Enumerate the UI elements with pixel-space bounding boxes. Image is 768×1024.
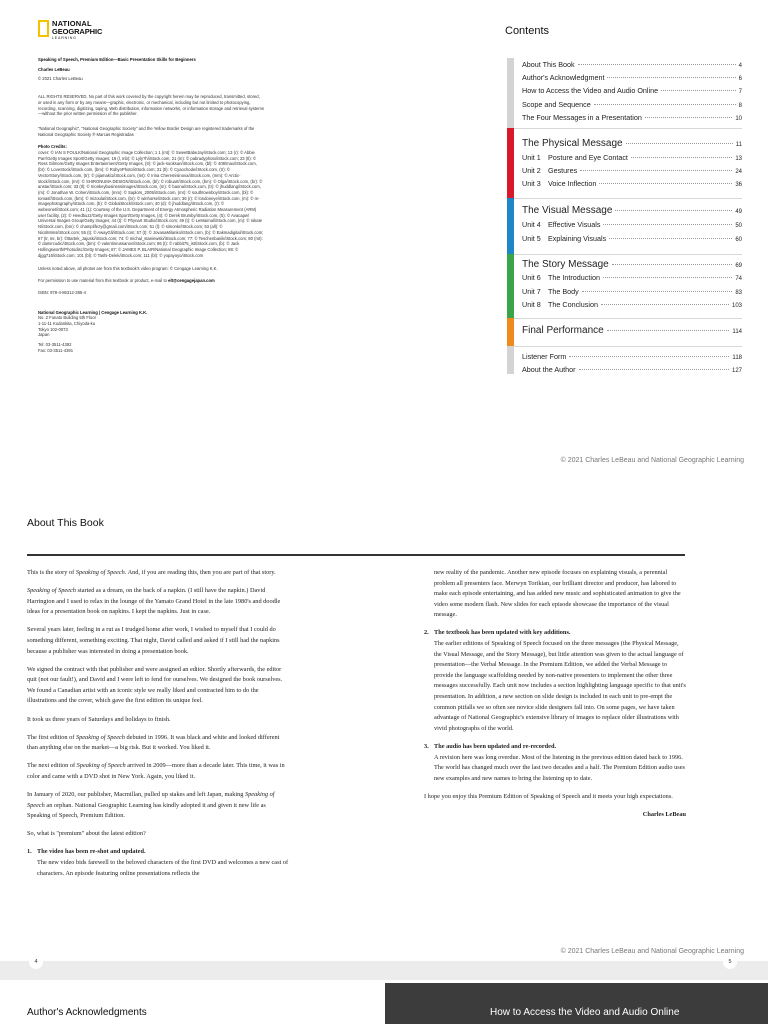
heading-rule (27, 554, 685, 556)
toc-unit-number: Unit 2 (522, 166, 541, 175)
toc-label: Voice Inflection (548, 179, 597, 188)
toc-leader (615, 210, 732, 211)
toc-page: 11 (735, 142, 742, 148)
toc-leader (579, 369, 729, 370)
unless-notice: Unless noted above, all photos are from this textbook's video program: © Cengage Learning K.K. (38, 266, 218, 272)
toc-page: 50 (735, 223, 742, 229)
toc-section-title: Final Performance (522, 325, 604, 336)
toc-unit-5[interactable] (522, 234, 742, 246)
acknowledgments-heading: Author's Acknowledgments (27, 1007, 147, 1018)
author-signature: Charles LeBeau (642, 811, 686, 819)
toc-label: The Body (548, 287, 579, 296)
toc-leader (569, 356, 729, 357)
toc-item-four-messages[interactable] (522, 113, 742, 125)
closing-paragraph: I hope you enjoy this Premium Edition of Speaking of Speech and it meets your high expectations. (424, 793, 673, 801)
copyright-block (38, 57, 264, 353)
toc-section-story[interactable] (522, 259, 742, 271)
isbn: ISBN: 978-4-86312-385-4 (38, 289, 86, 295)
toc-label: Author's Acknowledgment (522, 73, 605, 82)
address-line-1: No. 2 Funato Building 5th Floor (38, 315, 96, 321)
toc-unit-8[interactable] (522, 300, 742, 312)
toc-label: Scope and Sequence (522, 100, 591, 109)
about-paragraph: The next edition of Speaking of Speech arrived in 2009—more than a decade later. This time, it was in color and came with a DVD shot in New York. Again, you liked it. (27, 762, 285, 780)
about-paragraph: It took us three years of Saturdays and holidays to finish. (27, 715, 171, 723)
toc-unit-number: Unit 5 (522, 234, 541, 243)
toc-label: The Introduction (548, 273, 600, 282)
page-number-right: 5 (723, 955, 737, 969)
front-matter-bar (507, 58, 514, 128)
permission-email-link[interactable]: elt@cengagejapan.com (168, 278, 215, 284)
visual-message-bar (507, 198, 514, 254)
final-performance-bar (507, 318, 514, 346)
toc-leader (631, 157, 732, 158)
toc-item-about[interactable] (522, 60, 742, 72)
toc-unit-3[interactable] (522, 179, 742, 191)
about-paragraph: We signed the contract with that publisher and were assigned an editor. Shortly afterwards, the editor quit (not our fault!), and David and I were left to fend for ourselves. We designed the book ourselves. We found a Canadian artist with an iconic style we really liked and contracted him to do the illustrations and the cover, which gave the first edition its unique feel. (27, 665, 283, 705)
toc-page: 49 (735, 209, 742, 215)
about-paragraph: This is the story of Speaking of Speech. And, if you are reading this, then you are part of that story. (27, 569, 276, 576)
contents-title: Contents (505, 25, 550, 37)
toc-leader (594, 104, 736, 105)
toc-section-title: The Visual Message (522, 205, 613, 216)
yellow-border-icon (38, 20, 49, 37)
toc-label: Explaining Visuals (548, 234, 607, 243)
toc-page: 4 (738, 63, 742, 69)
tel: Tel: 03-3511-4392 (38, 342, 72, 348)
toc-page: 118 (732, 355, 742, 361)
toc-leader (645, 117, 732, 118)
numbered-item-1: 1. The video has been re-shot and updated. The new video bids farewell to the beloved characters of the first DVD and welcomes a new cast of characters. An episode featuring online presentations reflects the (27, 848, 289, 877)
toc-leader (601, 304, 729, 305)
toc-section-title: The Story Message (522, 259, 609, 270)
physical-message-bar (507, 128, 514, 198)
toc-divider (514, 254, 742, 255)
about-paragraph: Speaking of Speech started as a dream, on the back of a napkin. (I still have the napkin.) David Harrington and I used to relax in the lounge of the Yamato Grand Hotel in the late 1980's and doodle ideas for a presentation book on napkins. I kept the napkins. Just in case. (27, 587, 281, 616)
address-line-2: 1-11-11 Kudankita, Chiyoda-ku (38, 320, 96, 326)
toc-unit-number: Unit 6 (522, 273, 541, 282)
toc-page: 83 (735, 290, 742, 296)
toc-label: Effective Visuals (548, 220, 601, 229)
about-left-column (27, 568, 289, 887)
toc-divider (514, 346, 742, 347)
toc-unit-number: Unit 8 (522, 300, 541, 309)
numbered-item-3: 3. The audio has been updated and re-recorded. A revision here was long overdue. Most of the listening in the previous edition dated back to 1996. The world has changed much over the last two decades and a half. The Premium Edition audio uses new examples and new names to bring the listening up to date. (424, 742, 685, 782)
book-title: Speaking of Speech, Premium Edition—Basic Presentation Skills for Beginners (38, 57, 196, 62)
toc-label: How to Access the Video and Audio Online (522, 86, 659, 95)
toc-label: Listener Form (522, 352, 567, 361)
toc-leader (578, 64, 736, 65)
about-paragraph: In January of 2020, our publisher, Macmillan, pulled up stakes and left Japan, making Speaking of Speech an orphan. National Geographic Learning has kindly adopted it and given it new life as Speaking of Speech, Premium Edition. (27, 791, 275, 820)
toc-page: 114 (732, 329, 742, 335)
permission-notice: For permission to use material from this textbook or product, e-mail to (38, 278, 167, 284)
story-message-bar (507, 254, 514, 318)
about-paragraph: So, what is "premium" about the latest edition? (27, 830, 146, 838)
toc-leader (612, 264, 733, 265)
logo-line-1: NATIONAL (52, 19, 92, 28)
copyright-year: © 2021 Charles LeBeau (38, 76, 83, 82)
toc-label: Gestures (548, 166, 578, 175)
toc-unit-number: Unit 4 (522, 220, 541, 229)
toc-leader (603, 224, 732, 225)
toc-unit-1[interactable] (522, 153, 742, 165)
toc-page: 7 (738, 89, 742, 95)
toc-item-listener-form[interactable] (522, 352, 742, 364)
toc-label: The Four Messages in a Presentation (522, 113, 642, 122)
toc-divider (514, 318, 742, 319)
address-line-4: Japan (38, 332, 50, 338)
trademark-notice: "National Geographic", "National Geographic Society" and the Yellow Border Design are registered trademarks of the National Geographic Society ® Marcas Registradas (38, 125, 255, 137)
numbered-item-2: 2. The textbook has been updated with key additions. The earlier editions of Speaking of Speech focused on the three messages (the Physical Message, the Visual Message, and the Story Message), but little attention was given to the actual language of presentation—the Verbal Message. In the Premium Edition, we added the Verbal Message to provide the language scaffolding needed by non-native presenters to implement the other three messages successfully. Each unit now includes a section highlighting language specific to that unit's presentation. In addition, a new section on slide design is included in each unit to pre-empt the common pitfalls we so often see novice slide designers fall into. On some pages, we have taken advantage of National Geographic's extensive library of images to replace older illustrations with vivid photographs of the world. (424, 629, 686, 732)
about-paragraph: The first edition of Speaking of Speech debuted in 1996. It was black and white and looked different than anything else on the market—a big risk. But it worked. You liked it. (27, 733, 280, 752)
toc-leader (661, 90, 736, 91)
toc-leader (580, 170, 732, 171)
toc-leader (607, 77, 735, 78)
continued-paragraph: new reality of the pandemic. Another new episode focuses on explaining visuals, a perennial problem all presenters face. Merwyn Torikian, our brilliant director and producer, has labored to make each episode entertaining, and has added new music and sophisticated animation to give the video some modern flash. New slides for each episode showcase the importance of the visual message. (434, 569, 681, 619)
about-heading: About This Book (27, 517, 104, 529)
toc-unit-number: Unit 7 (522, 287, 541, 296)
access-heading: How to Access the Video and Audio Online (490, 1007, 680, 1018)
toc-section-physical[interactable] (522, 138, 742, 150)
toc-unit-2[interactable] (522, 166, 742, 178)
photo-credits-label: Photo Credits: (38, 144, 67, 150)
about-paragraph: Several years later, feeling in a rut as I trudged home after work, I wished to myself that I could do something different, something exciting. That night, David called and asked if I still had the napkins because a publisher was interested in doing a presentation book. (27, 626, 280, 655)
toc-page: 8 (738, 103, 742, 109)
publisher-name: National Geographic Learning | Cengage Learning K.K. (38, 309, 148, 315)
rights-notice: ALL RIGHTS RESERVED. No part of this work covered by the copyright herein may be reproduced, transmitted, stored, or used in any form or by any means—graphic, electronic, or mechanical, including but not limited to photocopying, recording, scanning, digitizing, taping, Web distribution, information networks, or information storage and retrieval systems—without the prior written permission of the publisher. (38, 94, 264, 117)
toc-page: 74 (735, 276, 742, 282)
toc-page: 60 (735, 237, 742, 243)
footer-credit: © 2021 Charles LeBeau and National Geographic Learning (560, 948, 744, 955)
toc-unit-4[interactable] (522, 220, 742, 232)
toc-unit-7[interactable] (522, 287, 742, 299)
about-right-column (424, 568, 686, 828)
toc-label: About This Book (522, 60, 575, 69)
toc-divider (514, 198, 742, 199)
toc-item-access[interactable] (522, 86, 742, 98)
toc-label: The Conclusion (548, 300, 598, 309)
toc-item-acknowledgment[interactable] (522, 73, 742, 85)
footer-credit: © 2021 Charles LeBeau and National Geographic Learning (560, 457, 744, 464)
toc-page: 36 (735, 182, 742, 188)
address-line-3: Tokyo 102-0073 (38, 326, 68, 332)
fax: Fax: 03-3511-4391 (38, 347, 74, 353)
toc-page: 13 (735, 156, 742, 162)
toc-leader (599, 183, 732, 184)
back-matter-bar (507, 346, 514, 374)
toc-leader (626, 143, 733, 144)
toc-label: About the Author (522, 365, 576, 374)
toc-item-about-author[interactable] (522, 365, 742, 377)
toc-page: 103 (731, 303, 742, 309)
toc-leader (609, 238, 732, 239)
toc-leader (582, 291, 733, 292)
toc-page: 24 (735, 169, 742, 175)
toc-unit-number: Unit 1 (522, 153, 541, 162)
toc-section-final[interactable] (522, 325, 742, 337)
author-name: Charles LeBeau (38, 66, 70, 72)
page-gutter (0, 961, 768, 980)
toc-item-scope[interactable] (522, 100, 742, 112)
toc-page: 6 (738, 76, 742, 82)
toc-leader (607, 330, 730, 331)
logo-line-2: GEOGRAPHIC (52, 27, 103, 36)
page-number-left: 4 (29, 955, 43, 969)
toc-leader (603, 277, 732, 278)
photo-credits: cover: © IAN S FOULK/National Geographic Image Collection; 1 1 (mt): © SweetBabeJay/iStock.com; 13 (r): © Abbie Parr/Getty Images Sport/Getty Images; 19 (l, mb): © Lyly?h/iStock.com; 21 (m): © pabradyphoto/iStock.com; 23 (tl): © Ross Gilmore/Getty Images Entertainment/Getty Images, (tr): © jack-sooksan/iStock.com, (bl): © 408/max/iStock.com, (br): © LoveStock/iStock.com, (bm): © RobynPhoto/iStock.com; 31 (tl): © Cyaochode/iStock.com, (tr): © VectorStory/iStock.com, (tr): © pijamaki1/iStock.com, (mt): © Irina Cheremisinova/iStock.com, (mm): © Arctic-stock/iStock.com, (mr): © SHIRONUMA DESIGN/iStock.com, (bl): © robuart/iStock.com, (bm): © Olga/iStock.com, (br): © anstar/iStock.com; 33 (tl): © monkeybusinessimages/iStock.com, (m): © baona/iStock.com, (tr): © jhuddlang/iStock.com, (m): © Jonathan W. Cohen/iStock.com, (mm): © Saplors_2005/iStock.com, (mr): © southtownboy/iStock.com, (bl): © tomasf/iStock.com, (bm): © mizoula/iStock.com, (br): © winhorse/iStock.com; 36 (r): © londoneye/iStock.com, (m): © m-imagephotography/iStock.com, (b): © GlobalStock/iStock.com; 40 (d): © jhuddlang/iStock.com, (r): © webeonet/iStock.com; 41 (1): Courtesy of the U.S. Department of Energy Atmospheric Radiation Measurement (ARM) user facility, (2): © Heedbuzz/Getty Images Sport/Getty Images, (4): © Derek Brumby/iStock.com, (5): © Avacapw/ Universal Images Group/Getty Images; 44 (t): © Phynart Studio/iStock.com; 49 (t): © LeMaimal/iStock.com, (m): © Iokate N/iStock.com, (bm): © champlifezy@gmail.com/iStock.com; 51 (l): © simonkr/iStock.com; 53 (all): © NicolMims/iStock.com; 55 (t): © AwayGli/iStock.com; 57 (t): © JovanaMilanko/iStock.com, (b): © Eakmadigital/iStock.com; 67 (tr, mr, br): ©Bartek_Jajuski/iStock.com; 74: © michal_staniewski/iStock.com; 77: © Teschenbanik/iStock.com; 80 (mt): © damircudic/iStock.com, (bm): © valentinrussanov/iStock.com; 86 (t): © rabbit75_ist/iStock.com, (b): © Jack Hollingsworth/Photodisc/Getty Images; 87: © JAMES P. BLAIR/National Geographic Image Collection; 88: © djgg716/iStock.com; 101 (bl): © Tashi-Delek/iStock.com; 111 (bl): © yopayoyo/iStock.com (38, 150, 264, 258)
toc-label: Posture and Eye Contact (548, 153, 628, 162)
logo-line-3: LEARNING (52, 36, 77, 40)
toc-page: 10 (735, 116, 742, 122)
toc-unit-number: Unit 3 (522, 179, 541, 188)
toc-section-title: The Physical Message (522, 138, 623, 149)
toc-page: 127 (731, 368, 742, 374)
toc-page: 69 (735, 263, 742, 269)
toc-section-visual[interactable] (522, 205, 742, 217)
toc-divider (514, 128, 742, 129)
toc-unit-6[interactable] (522, 273, 742, 285)
